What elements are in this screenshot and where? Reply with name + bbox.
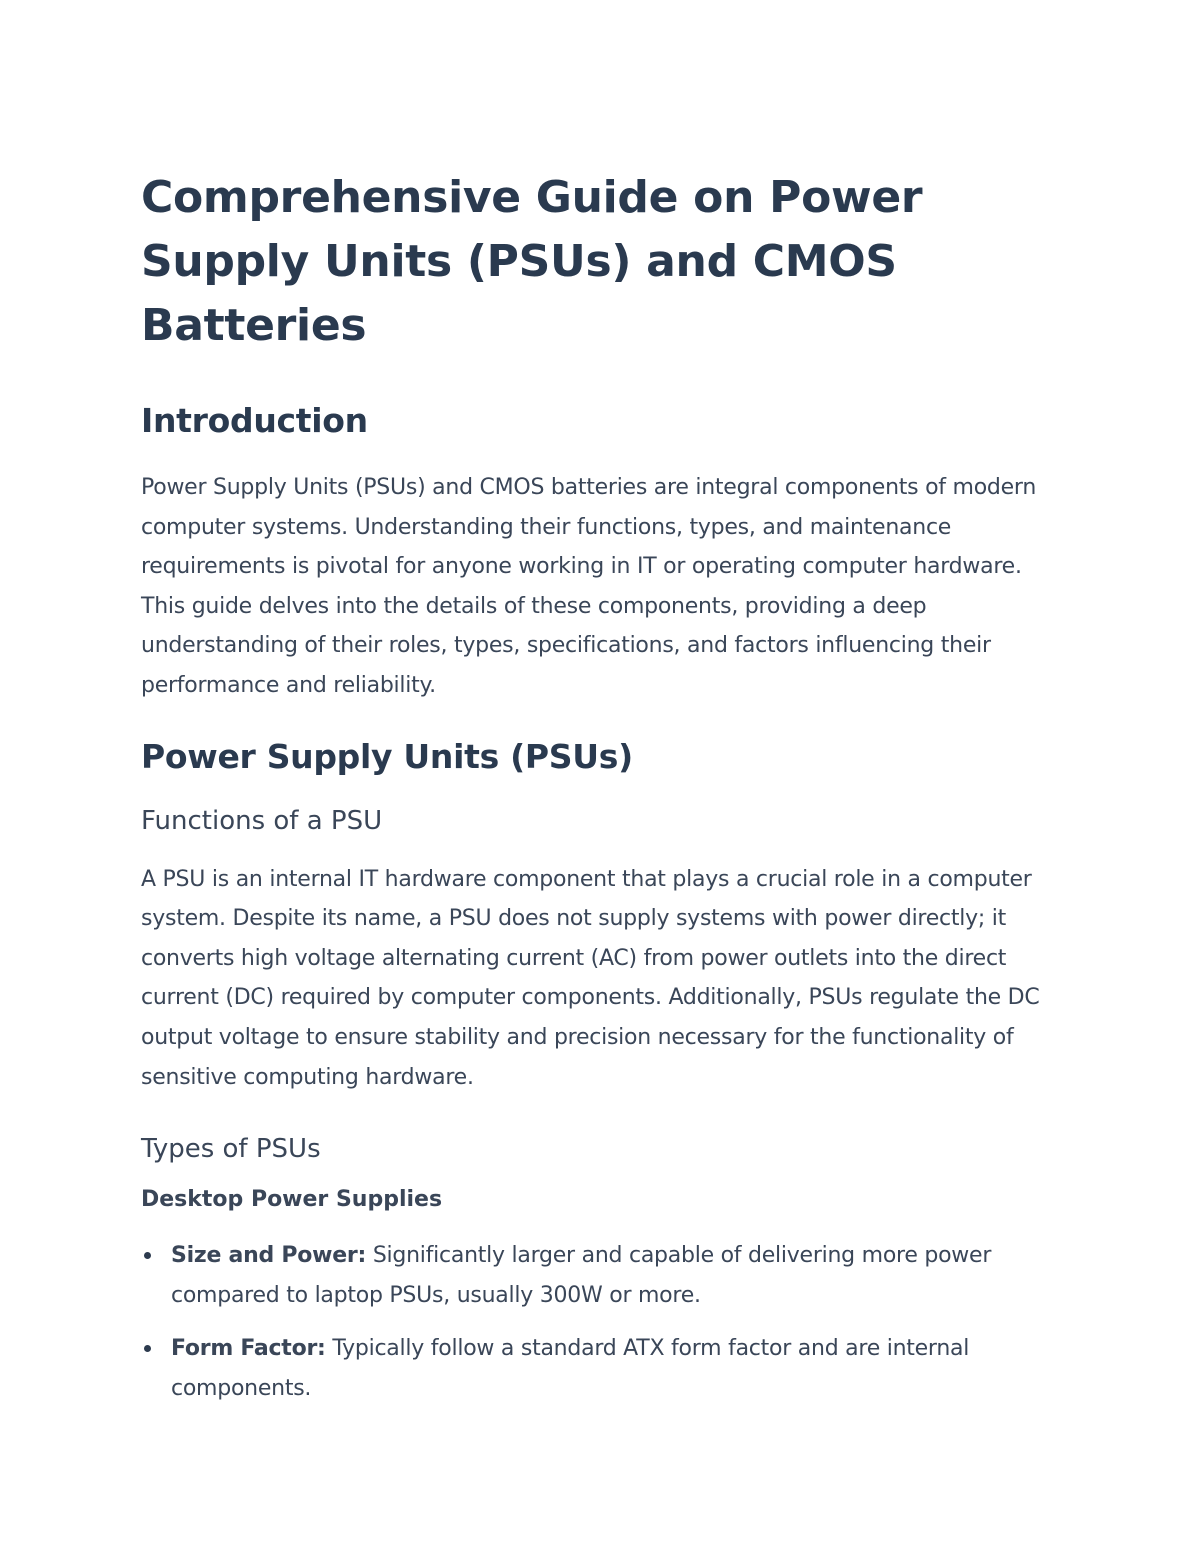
desktop-psu-list: [141, 1236, 1070, 1408]
list-item-text: Typically follow a standard ATX form factor and are internal components.: [171, 1336, 970, 1401]
bullet-icon: [144, 1345, 151, 1352]
functions-paragraph: A PSU is an internal IT hardware component that plays a crucial role in a computer system. Despite its name, a PSU does not supply systems with power directly; it converts high voltage alternating current (AC) from power outlets into the direct current (DC) required by computer components. Additionally, PSUs regulate the DC output voltage to ensure stability and precision necessary for the functionality of sensitive computing hardware.: [141, 866, 1040, 1090]
desktop-psu-heading: Desktop Power Supplies: [141, 1187, 443, 1213]
introduction-heading: Introduction: [141, 401, 368, 440]
bullet-icon: [144, 1252, 151, 1259]
list-item-text: Significantly larger and capable of delivering more power compared to laptop PSUs, usually 300W or more.: [171, 1243, 992, 1308]
list-item: [141, 1329, 1070, 1408]
functions-heading: Functions of a PSU: [141, 805, 383, 836]
introduction-paragraph: Power Supply Units (PSUs) and CMOS batteries are integral components of modern computer systems. Understanding their functions, types, and maintenance requirements is pivotal for anyone working in IT or operating computer hardware. This guide delves into the details of these components, providing a deep understanding of their roles, types, specifications, and factors influencing their performance and reliability.: [141, 475, 1037, 698]
list-item-term: Form Factor:: [171, 1336, 326, 1362]
list-item-term: Size and Power:: [171, 1243, 367, 1269]
document-title: Comprehensive Guide on Power Supply Units (PSUs) and CMOS Batteries: [141, 172, 923, 351]
psu-section-heading: Power Supply Units (PSUs): [141, 736, 633, 776]
list-item: [141, 1236, 1070, 1315]
types-heading: Types of PSUs: [141, 1134, 321, 1165]
